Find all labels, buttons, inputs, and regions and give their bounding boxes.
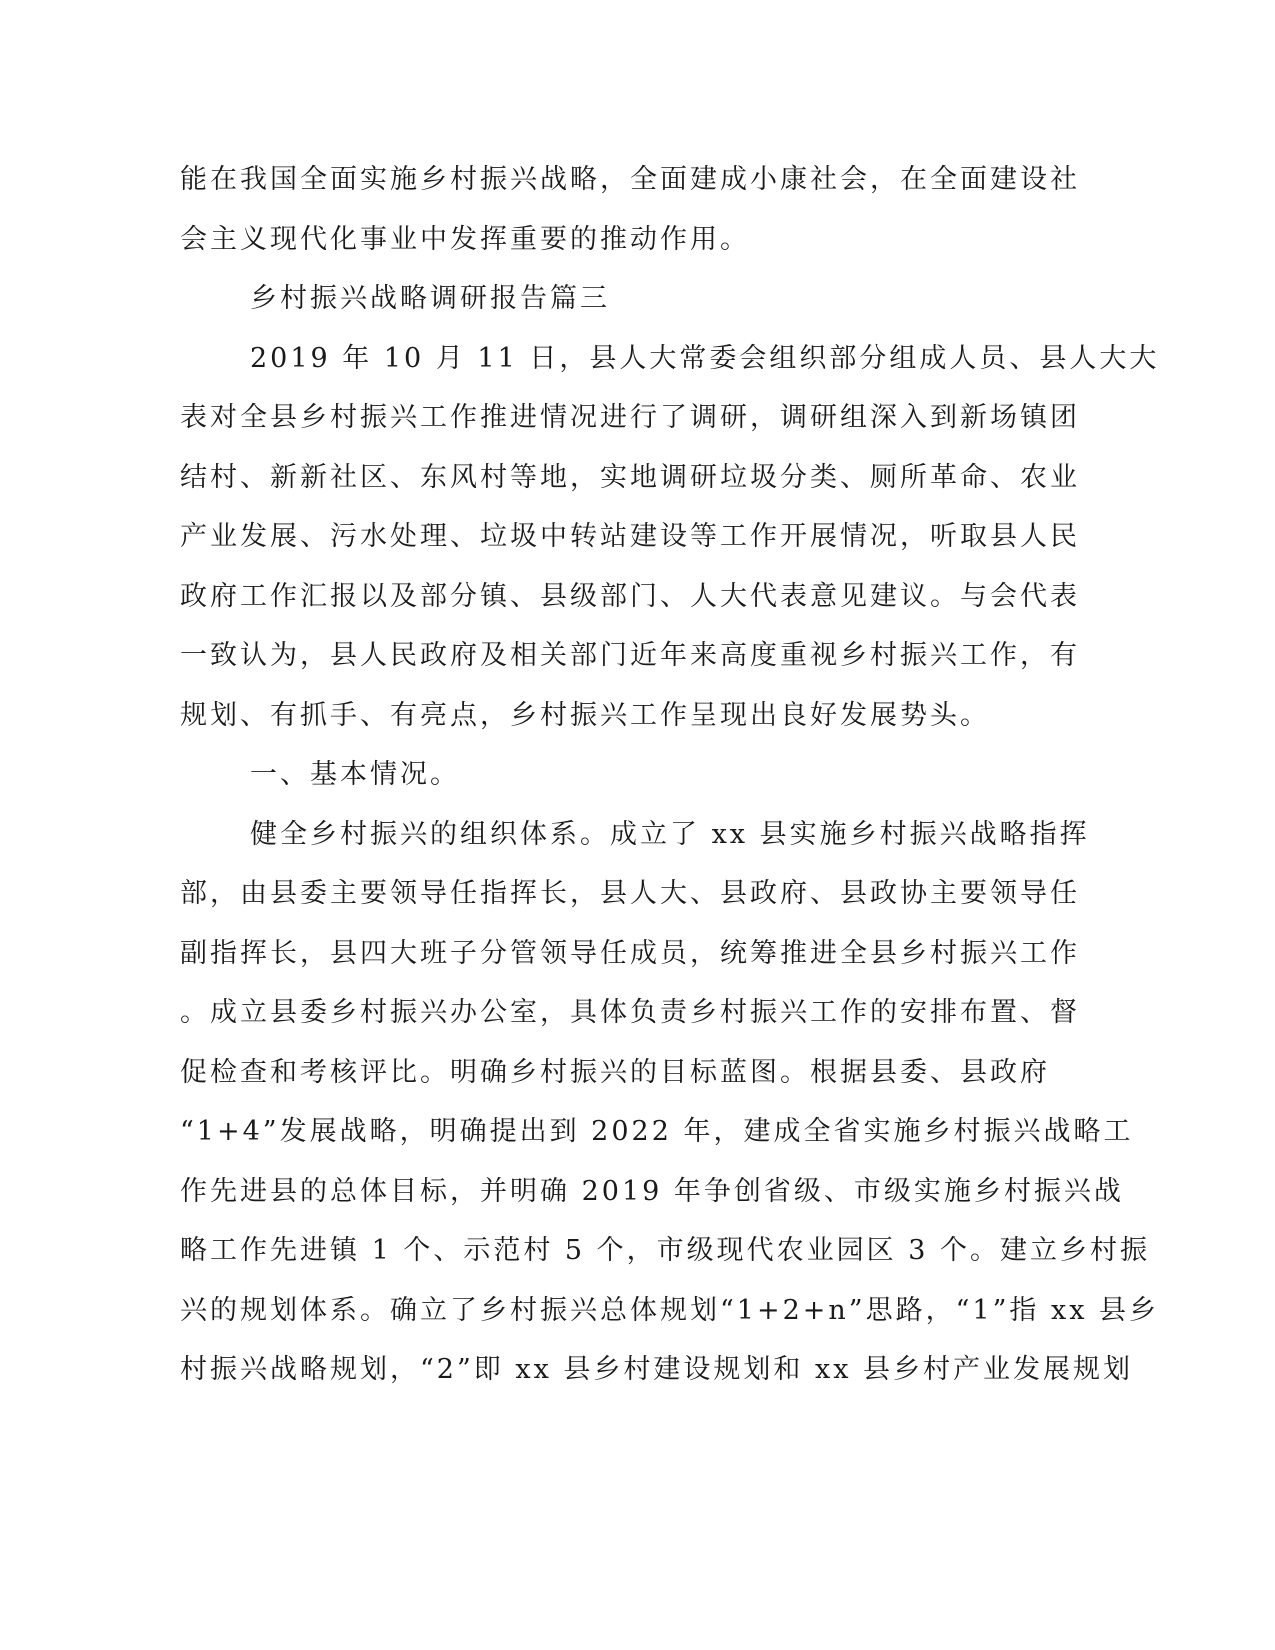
text-line-21: 村振兴战略规划，“2”即 xx 县乡村建设规划和 xx 县乡村产业发展规划 bbox=[180, 1354, 1134, 1385]
text-line-10: 规划、有抓手、有亮点，乡村振兴工作呈现出良好发展势头。 bbox=[180, 699, 990, 731]
text-line-8: 政府工作汇报以及部分镇、县级部门、人大代表意见建议。与会代表 bbox=[180, 580, 1080, 612]
text-line-5: 表对全县乡村振兴工作推进情况进行了调研，调研组深入到新场镇团 bbox=[180, 402, 1080, 433]
subsection-heading: 一、基本情况。 bbox=[250, 759, 460, 790]
text-line-15: 。成立县委乡村振兴办公室，具体负责乡村振兴工作的安排布置、督 bbox=[180, 997, 1080, 1028]
text-line-19: 略工作先进镇 1 个、示范村 5 个，市级现代农业园区 3 个。建立乡村振 bbox=[180, 1235, 1151, 1266]
text-line-4: 2019 年 10 月 11 日，县人大常委会组织部分组成人员、县人大大 bbox=[250, 342, 1160, 374]
text-line-6: 结村、新新社区、东风村等地，实地调研垃圾分类、厕所革命、农业 bbox=[180, 461, 1080, 493]
text-line-14: 副指挥长，县四大班子分管领导任成员，统筹推进全县乡村振兴工作 bbox=[180, 937, 1080, 969]
text-line-17: “1+4”发展战略，明确提出到 2022 年，建成全省实施乡村振兴战略工 bbox=[180, 1116, 1134, 1147]
text-line-2: 会主义现代化事业中发挥重要的推动作用。 bbox=[180, 223, 750, 255]
text-line-20: 兴的规划体系。确立了乡村振兴总体规划“1+2+n”思路，“1”指 xx 县乡 bbox=[180, 1294, 1160, 1326]
text-line-13: 部，由县委主要领导任指挥长，县人大、县政府、县政协主要领导任 bbox=[180, 878, 1080, 909]
section-heading: 乡村振兴战略调研报告篇三 bbox=[250, 283, 610, 314]
body-text bbox=[180, 160, 1160, 1410]
text-line-18: 作先进县的总体目标，并明确 2019 年争创省级、市级实施乡村振兴战 bbox=[180, 1175, 1124, 1207]
text-line-16: 促检查和考核评比。明确乡村振兴的目标蓝图。根据县委、县政府 bbox=[180, 1056, 1050, 1088]
text-line-9: 一致认为，县人民政府及相关部门近年来高度重视乡村振兴工作，有 bbox=[180, 640, 1080, 671]
text-line-1: 能在我国全面实施乡村振兴战略，全面建成小康社会，在全面建设社 bbox=[180, 164, 1080, 195]
text-line-12: 健全乡村振兴的组织体系。成立了 xx 县实施乡村振兴战略指挥 bbox=[250, 818, 1090, 850]
text-line-7: 产业发展、污水处理、垃圾中转站建设等工作开展情况，听取县人民 bbox=[180, 521, 1080, 552]
